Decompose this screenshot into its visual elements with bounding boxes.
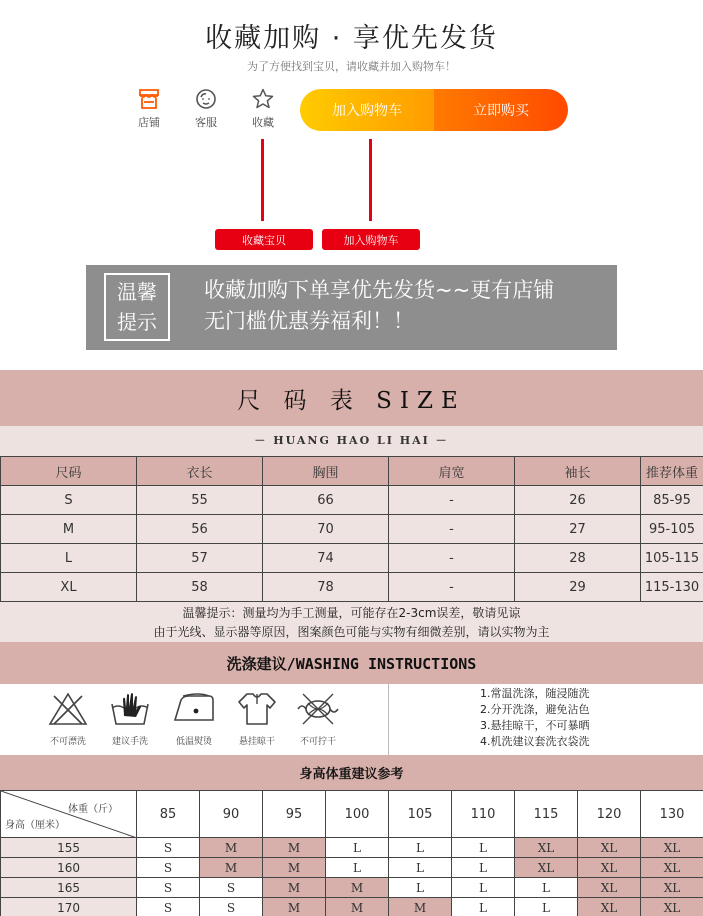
reminder-box-line2: 提示 bbox=[117, 310, 157, 334]
weight-header: 120 bbox=[578, 791, 641, 838]
size-cell: L bbox=[452, 898, 515, 916]
size-cell: XL bbox=[1, 573, 137, 602]
buy-now-button[interactable]: 立即购买 bbox=[434, 89, 568, 131]
size-cell: S bbox=[200, 878, 263, 898]
table-row bbox=[1, 898, 703, 916]
wash-label: 不可漂洗 bbox=[49, 737, 86, 747]
reference-title: 身高体重建议参考 bbox=[0, 755, 703, 790]
washing-instructions bbox=[480, 686, 590, 750]
wash-label: 不可拧干 bbox=[299, 737, 336, 747]
header-cell: 胸围 bbox=[263, 457, 389, 486]
wash-item bbox=[100, 690, 160, 747]
sleeve-cell: 27 bbox=[515, 515, 641, 544]
size-cell: L bbox=[452, 838, 515, 858]
size-cell: XL bbox=[641, 898, 703, 916]
size-cell: L bbox=[389, 878, 452, 898]
size-cell: M bbox=[389, 898, 452, 916]
size-cell: L bbox=[326, 858, 389, 878]
size-cell: S bbox=[137, 858, 200, 878]
reference-corner-cell bbox=[1, 791, 137, 838]
wash-item bbox=[164, 690, 224, 747]
size-cell: L bbox=[515, 878, 578, 898]
promo-title: 收藏加购 · 享优先发货 bbox=[205, 23, 498, 54]
cart-pointer-line bbox=[369, 139, 372, 221]
star-icon bbox=[239, 86, 287, 112]
reminder-banner bbox=[86, 265, 617, 350]
favorite-label: 收藏 bbox=[252, 116, 274, 129]
wash-item bbox=[288, 690, 348, 747]
shoulder-cell: - bbox=[389, 544, 515, 573]
instruction-item: 1.常温洗涤，随浸随洗 bbox=[480, 687, 590, 700]
weight-axis-label: 体重（斤） bbox=[68, 804, 118, 815]
table-row bbox=[1, 544, 703, 573]
size-cell: L bbox=[389, 838, 452, 858]
table-row bbox=[1, 573, 703, 602]
reference-table bbox=[0, 790, 703, 916]
size-cell: S bbox=[200, 898, 263, 916]
instruction-item: 4.机洗建议套洗衣袋洗 bbox=[480, 735, 590, 748]
weight-header: 90 bbox=[200, 791, 263, 838]
size-cell: M bbox=[200, 858, 263, 878]
weight-header: 85 bbox=[137, 791, 200, 838]
size-cell: S bbox=[137, 878, 200, 898]
chest-cell: 78 bbox=[263, 573, 389, 602]
weight-header: 105 bbox=[389, 791, 452, 838]
wash-label: 悬挂晾干 bbox=[238, 737, 275, 747]
weight-header: 100 bbox=[326, 791, 389, 838]
size-cell: XL bbox=[641, 858, 703, 878]
reminder-box-line1: 温馨 bbox=[117, 280, 157, 304]
tip-line: 温馨提示：测量均为手工测量，可能存在2-3cm误差，敬请见谅 bbox=[182, 606, 521, 620]
shoulder-cell: - bbox=[389, 486, 515, 515]
service-link[interactable] bbox=[182, 86, 230, 130]
instruction-item: 3.悬挂晾干，不可暴晒 bbox=[480, 719, 590, 732]
size-chart-title: 尺 码 表 SIZE bbox=[0, 370, 703, 426]
height-cell: 165 bbox=[1, 878, 137, 898]
wash-label: 低温熨烫 bbox=[175, 737, 212, 747]
tip-line: 由于光线、显示器等原因，图案颜色可能与实物有细微差别，请以实物为主 bbox=[153, 625, 550, 639]
length-cell: 58 bbox=[137, 573, 263, 602]
reference-header bbox=[1, 791, 703, 838]
header-cell: 推荐体重 bbox=[641, 457, 703, 486]
weight-header: 95 bbox=[263, 791, 326, 838]
weight-cell: 95-105 bbox=[641, 515, 703, 544]
header-cell: 肩宽 bbox=[389, 457, 515, 486]
add-cart-button[interactable]: 加入购物车 bbox=[300, 89, 434, 131]
measurement-tips bbox=[0, 602, 703, 642]
size-cell: L bbox=[515, 898, 578, 916]
size-cell: XL bbox=[641, 878, 703, 898]
instruction-item: 2.分开洗涤，避免沾色 bbox=[480, 703, 590, 716]
size-cell: L bbox=[1, 544, 137, 573]
size-cell: M bbox=[326, 878, 389, 898]
weight-cell: 85-95 bbox=[641, 486, 703, 515]
header-cell: 尺码 bbox=[1, 457, 137, 486]
favorite-link[interactable] bbox=[239, 86, 287, 130]
promo-subtitle: 为了方便找到宝贝，请收藏并加入购物车！ bbox=[247, 60, 456, 73]
height-cell: 155 bbox=[1, 838, 137, 858]
size-cell: XL bbox=[578, 878, 641, 898]
size-cell: L bbox=[326, 838, 389, 858]
header-cell: 衣长 bbox=[137, 457, 263, 486]
chest-cell: 70 bbox=[263, 515, 389, 544]
size-table-header bbox=[1, 457, 703, 486]
wash-item bbox=[227, 690, 287, 747]
table-row bbox=[1, 515, 703, 544]
size-cell: XL bbox=[641, 838, 703, 858]
brand-name: － HUANG HAO LI HAI － bbox=[0, 426, 703, 456]
size-cell: M bbox=[263, 838, 326, 858]
size-cell: XL bbox=[578, 898, 641, 916]
service-label: 客服 bbox=[195, 116, 217, 129]
wash-item bbox=[38, 690, 98, 747]
size-cell: XL bbox=[578, 838, 641, 858]
store-label: 店铺 bbox=[138, 116, 160, 129]
size-cell: L bbox=[452, 878, 515, 898]
header-cell: 袖长 bbox=[515, 457, 641, 486]
sleeve-cell: 29 bbox=[515, 573, 641, 602]
size-table bbox=[0, 456, 703, 602]
size-cell: M bbox=[263, 858, 326, 878]
favorite-pointer-line bbox=[261, 139, 264, 221]
size-cell: L bbox=[389, 858, 452, 878]
size-cell: S bbox=[137, 898, 200, 916]
reminder-box bbox=[104, 273, 170, 341]
hang-dry-icon bbox=[233, 690, 281, 728]
chest-cell: 74 bbox=[263, 544, 389, 573]
no-bleach-icon bbox=[46, 690, 90, 728]
size-cell: M bbox=[263, 898, 326, 916]
shoulder-cell: - bbox=[389, 573, 515, 602]
table-row bbox=[1, 486, 703, 515]
cart-tag: 加入购物车 bbox=[322, 229, 420, 250]
shoulder-cell: - bbox=[389, 515, 515, 544]
size-cell: M bbox=[1, 515, 137, 544]
table-row bbox=[1, 878, 703, 898]
weight-header: 110 bbox=[452, 791, 515, 838]
size-cell: M bbox=[200, 838, 263, 858]
length-cell: 57 bbox=[137, 544, 263, 573]
length-cell: 56 bbox=[137, 515, 263, 544]
weight-header: 130 bbox=[641, 791, 703, 838]
sleeve-cell: 26 bbox=[515, 486, 641, 515]
table-row bbox=[1, 838, 703, 858]
cart-buy-bar bbox=[300, 89, 568, 131]
reminder-line2: 无门槛优惠券福利！！ bbox=[204, 309, 414, 333]
washing-title: 洗涤建议/WASHING INSTRUCTIONS bbox=[0, 642, 703, 684]
reminder-text bbox=[204, 275, 554, 337]
size-cell: L bbox=[452, 858, 515, 878]
promo-section bbox=[0, 0, 703, 370]
size-cell: S bbox=[1, 486, 137, 515]
size-cell: M bbox=[263, 878, 326, 898]
chest-cell: 66 bbox=[263, 486, 389, 515]
weight-header: 115 bbox=[515, 791, 578, 838]
hand-wash-icon bbox=[108, 690, 152, 728]
service-icon bbox=[182, 86, 230, 112]
size-cell: M bbox=[326, 898, 389, 916]
weight-cell: 115-130 bbox=[641, 573, 703, 602]
length-cell: 55 bbox=[137, 486, 263, 515]
size-cell: XL bbox=[578, 858, 641, 878]
washing-divider bbox=[388, 684, 389, 755]
size-cell: XL bbox=[515, 858, 578, 878]
low-iron-icon bbox=[169, 690, 219, 728]
favorite-tag: 收藏宝贝 bbox=[215, 229, 313, 250]
reminder-line1: 收藏加购下单享优先发货~~更有店铺 bbox=[204, 278, 555, 302]
height-axis-label: 身高（厘米） bbox=[5, 820, 65, 831]
sleeve-cell: 28 bbox=[515, 544, 641, 573]
table-row bbox=[1, 858, 703, 878]
wash-label: 建议手洗 bbox=[111, 737, 148, 747]
no-wring-icon bbox=[294, 690, 342, 728]
store-link[interactable] bbox=[125, 86, 173, 130]
height-cell: 160 bbox=[1, 858, 137, 878]
weight-cell: 105-115 bbox=[641, 544, 703, 573]
store-icon bbox=[125, 86, 173, 112]
size-cell: S bbox=[137, 838, 200, 858]
size-cell: XL bbox=[515, 838, 578, 858]
height-cell: 170 bbox=[1, 898, 137, 916]
